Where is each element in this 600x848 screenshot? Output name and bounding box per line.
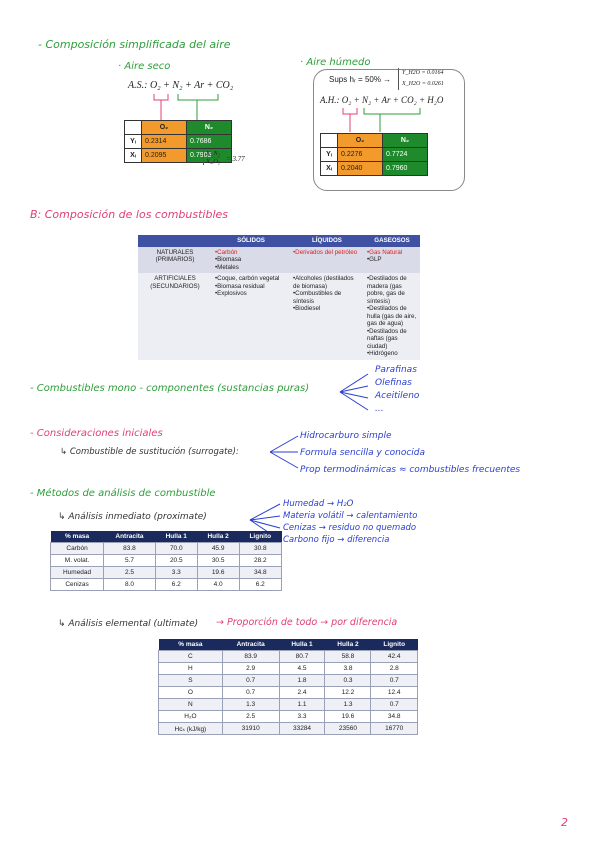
ult-cell: 1.8	[279, 675, 325, 687]
dry-ratio-value: = 3.77	[226, 155, 245, 163]
humid-x-o2: 0.2040	[338, 162, 383, 176]
ult-cell: 12.2	[325, 687, 371, 699]
fuels-cat-natural: NATURALES (PRIMARIOS)	[138, 247, 212, 274]
mono-item-more: ...	[375, 404, 384, 414]
prox-cell: 4.0	[197, 579, 239, 591]
ult-head-1: Antracita	[222, 639, 279, 651]
dry-row-y: Yᵢ	[125, 135, 142, 149]
ult-cell: 23560	[325, 723, 371, 735]
surrogate-text: ↳ Combustible de sustitución (surrogate):	[60, 447, 239, 457]
prox-cell: 5.7	[104, 555, 156, 567]
mono-item-acetylene: Aceitileno	[375, 391, 420, 401]
table-row	[51, 579, 282, 591]
humid-row-x: Xᵢ	[321, 162, 338, 176]
ult-cell: 58.8	[325, 651, 371, 663]
ult-cell: 1.3	[325, 699, 371, 711]
ult-head-3: Hulla 2	[325, 639, 371, 651]
prox-head-4: Lignito	[239, 531, 281, 543]
ult-cell: 80.7	[279, 651, 325, 663]
humid-row-y: Yᵢ	[321, 148, 338, 162]
dry-ratio-den: X_O₂	[206, 158, 221, 165]
dry-x-n2: 0.7905	[187, 149, 232, 163]
ult-cell: 16770	[371, 723, 418, 735]
ult-cell: 0.3	[325, 675, 371, 687]
prox-head-3: Hulla 2	[197, 531, 239, 543]
prox-cell: 19.6	[197, 567, 239, 579]
ult-cell: 4.5	[279, 663, 325, 675]
dry-air-arrows	[140, 92, 250, 122]
humid-assumption: Sups hᵣ = 50% →	[329, 75, 392, 84]
dry-ratio-num: X_N₂	[206, 150, 220, 157]
table-row	[51, 555, 282, 567]
fuels-natural-gas: •GLP	[367, 256, 382, 263]
ult-cell: 0.7	[371, 699, 418, 711]
proximate-table	[50, 531, 282, 591]
table-row	[159, 663, 418, 675]
prox-cell: 3.3	[155, 567, 197, 579]
table-row	[159, 723, 418, 735]
prox-cell: 45.9	[197, 543, 239, 555]
mono-item-paraffins: Parafinas	[375, 365, 417, 375]
fuels-row-artificial	[138, 273, 420, 360]
mono-text: - Combustibles mono - componentes (sustancias puras)	[30, 383, 310, 394]
section-b-title: B: Composición de los combustibles	[30, 208, 229, 221]
dry-air-formula: A.S.: O₂ + N₂ + Ar + CO₂	[128, 80, 234, 91]
fuels-row-natural	[138, 247, 420, 274]
table-row	[51, 567, 282, 579]
prox-cell: 6.2	[155, 579, 197, 591]
fuels-natural-gas-red: •Gas Natural	[367, 248, 403, 256]
humid-air-arrows	[330, 106, 460, 134]
ult-cell: 2.4	[279, 687, 325, 699]
ult-cell: 83.9	[222, 651, 279, 663]
prox-cell: 8.0	[104, 579, 156, 591]
table-row	[159, 687, 418, 699]
mono-brace	[338, 370, 374, 414]
dry-col-o2: O₂	[142, 121, 187, 135]
fuels-table	[138, 235, 420, 360]
dry-y-n2: 0.7686	[187, 135, 232, 149]
dry-air-heading: · Aire seco	[118, 61, 171, 72]
dry-ratio	[203, 150, 220, 165]
mono-list	[375, 364, 419, 416]
dry-x-o2: 0.2095	[142, 149, 187, 163]
surrogate-item-1: Hidrocarburo simple	[300, 431, 392, 441]
fuels-head-liquid: LÍQUIDOS	[290, 235, 364, 247]
ult-cell: 3.8	[325, 663, 371, 675]
prox-cell: Humedad	[51, 567, 104, 579]
prox-cell: Cenizas	[51, 579, 104, 591]
ult-cell: 19.6	[325, 711, 371, 723]
ult-head-4: Lignito	[371, 639, 418, 651]
prox-cell: 83.8	[104, 543, 156, 555]
surrogate-list	[300, 428, 520, 479]
table-row	[159, 699, 418, 711]
page-number: 2	[561, 816, 568, 829]
prox-cell: 28.2	[239, 555, 281, 567]
fuels-natural-liquid-red: •Derivados del petróleo	[293, 248, 358, 256]
humid-x-n2: 0.7960	[383, 162, 428, 176]
ultimate-table	[158, 639, 418, 735]
prox-cell: 2.5	[104, 567, 156, 579]
ult-cell: 12.4	[371, 687, 418, 699]
ult-cell: 2.8	[371, 663, 418, 675]
fuels-natural-solid-red: •Carbón	[215, 248, 238, 256]
ult-cell: 0.7	[222, 687, 279, 699]
humid-air-heading: · Aire húmedo	[300, 57, 371, 68]
humid-air-formula: A.H.: O₂ + N₂ + Ar + CO₂ + H₂O	[320, 95, 444, 105]
ult-cell: C	[159, 651, 223, 663]
methods-title: - Métodos de análisis de combustible	[30, 488, 216, 499]
prox-head-1: Antracita	[104, 531, 156, 543]
initial-title: - Consideraciones iniciales	[30, 428, 163, 439]
elemental-title: ↳ Análisis elemental (ultimate)	[58, 619, 199, 629]
humid-col-n2: N₂	[383, 134, 428, 148]
prox-cell: 30.5	[197, 555, 239, 567]
ult-cell: 0.7	[222, 675, 279, 687]
table-row	[159, 675, 418, 687]
immediate-item-3: Cenizas → residuo no quemado	[283, 523, 417, 533]
ult-cell: H₂O	[159, 711, 223, 723]
fuels-head-solid: SÓLIDOS	[212, 235, 290, 247]
ult-cell: 3.3	[279, 711, 325, 723]
fuels-cat-artificial: ARTIFICIALES (SECUNDARIOS)	[138, 273, 212, 360]
fuels-head-0	[138, 235, 212, 247]
fuels-natural-solid: •Biomasa •Metales	[215, 256, 242, 271]
ult-cell: N	[159, 699, 223, 711]
ult-head-2: Hulla 1	[279, 639, 325, 651]
prox-cell: 34.8	[239, 567, 281, 579]
prox-cell: 30.8	[239, 543, 281, 555]
ult-cell: 33284	[279, 723, 325, 735]
ult-cell: 0.7	[371, 675, 418, 687]
humid-air-table	[320, 133, 428, 176]
prox-cell: M. volat.	[51, 555, 104, 567]
prox-head-0: % masa	[51, 531, 104, 543]
prox-cell: 70.0	[155, 543, 197, 555]
ult-cell: 2.5	[222, 711, 279, 723]
dry-col-n2: N₂	[187, 121, 232, 135]
prox-cell: 20.5	[155, 555, 197, 567]
humid-y-h2o: Y_H2O = 0.0164	[402, 70, 444, 76]
ult-cell: O	[159, 687, 223, 699]
surrogate-item-3: Prop termodinámicas ≈ combustibles frecuentes	[300, 465, 521, 475]
fuels-artificial-solid: •Coque, carbón vegetal •Biomasa residual •Explosivos	[212, 273, 290, 360]
fuels-artificial-liquid: •Alcoholes (destilados de biomasa) •Combustibles de síntesis •Biodiesel	[290, 273, 364, 360]
surrogate-item-2: Formula sencilla y conocida	[300, 448, 426, 458]
ult-cell: 42.4	[371, 651, 418, 663]
prox-cell: Carbón	[51, 543, 104, 555]
fuels-head-gas: GASEOSOS	[364, 235, 420, 247]
ult-cell: 2.9	[222, 663, 279, 675]
ult-cell: 34.8	[371, 711, 418, 723]
table-row	[159, 651, 418, 663]
ult-cell: 1.1	[279, 699, 325, 711]
dry-row-x: Xᵢ	[125, 149, 142, 163]
ult-cell: S	[159, 675, 223, 687]
prox-cell: 6.2	[239, 579, 281, 591]
ult-cell: 31910	[222, 723, 279, 735]
immediate-title: ↳ Análisis inmediato (proximate)	[58, 512, 207, 522]
humid-h2o	[398, 68, 444, 90]
ult-head-0: % masa	[159, 639, 223, 651]
humid-col-o2: O₂	[338, 134, 383, 148]
immediate-item-1: Humedad → H₂O	[283, 499, 354, 509]
dry-y-o2: 0.2314	[142, 135, 187, 149]
ult-cell: H	[159, 663, 223, 675]
humid-y-n2: 0.7724	[383, 148, 428, 162]
section-a-title: - Composición simplificada del aire	[38, 38, 231, 51]
table-row	[159, 711, 418, 723]
humid-y-o2: 0.2276	[338, 148, 383, 162]
fuels-artificial-gas: •Destilados de madera (gas pobre, gas de síntesis) •Destilados de hulla (gas de aire, gas de agua) •Destilados de naftas (gas ciudad) •Hidrógeno	[364, 273, 420, 360]
immediate-list	[283, 498, 417, 546]
immediate-item-4: Carbono fijo → diferencia	[283, 535, 390, 545]
immediate-item-2: Materia volátil → calentamiento	[283, 511, 418, 521]
table-row	[51, 543, 282, 555]
surrogate-brace	[268, 432, 302, 472]
ult-cell: 1.3	[222, 699, 279, 711]
prox-head-2: Hulla 1	[155, 531, 197, 543]
elemental-note: → Proporción de todo → por diferencia	[216, 617, 398, 628]
mono-item-olefins: Olefinas	[375, 378, 412, 388]
ult-cell: Hcₛ (kJ/kg)	[159, 723, 223, 735]
humid-x-h2o: X_H2O = 0.0261	[402, 81, 444, 87]
